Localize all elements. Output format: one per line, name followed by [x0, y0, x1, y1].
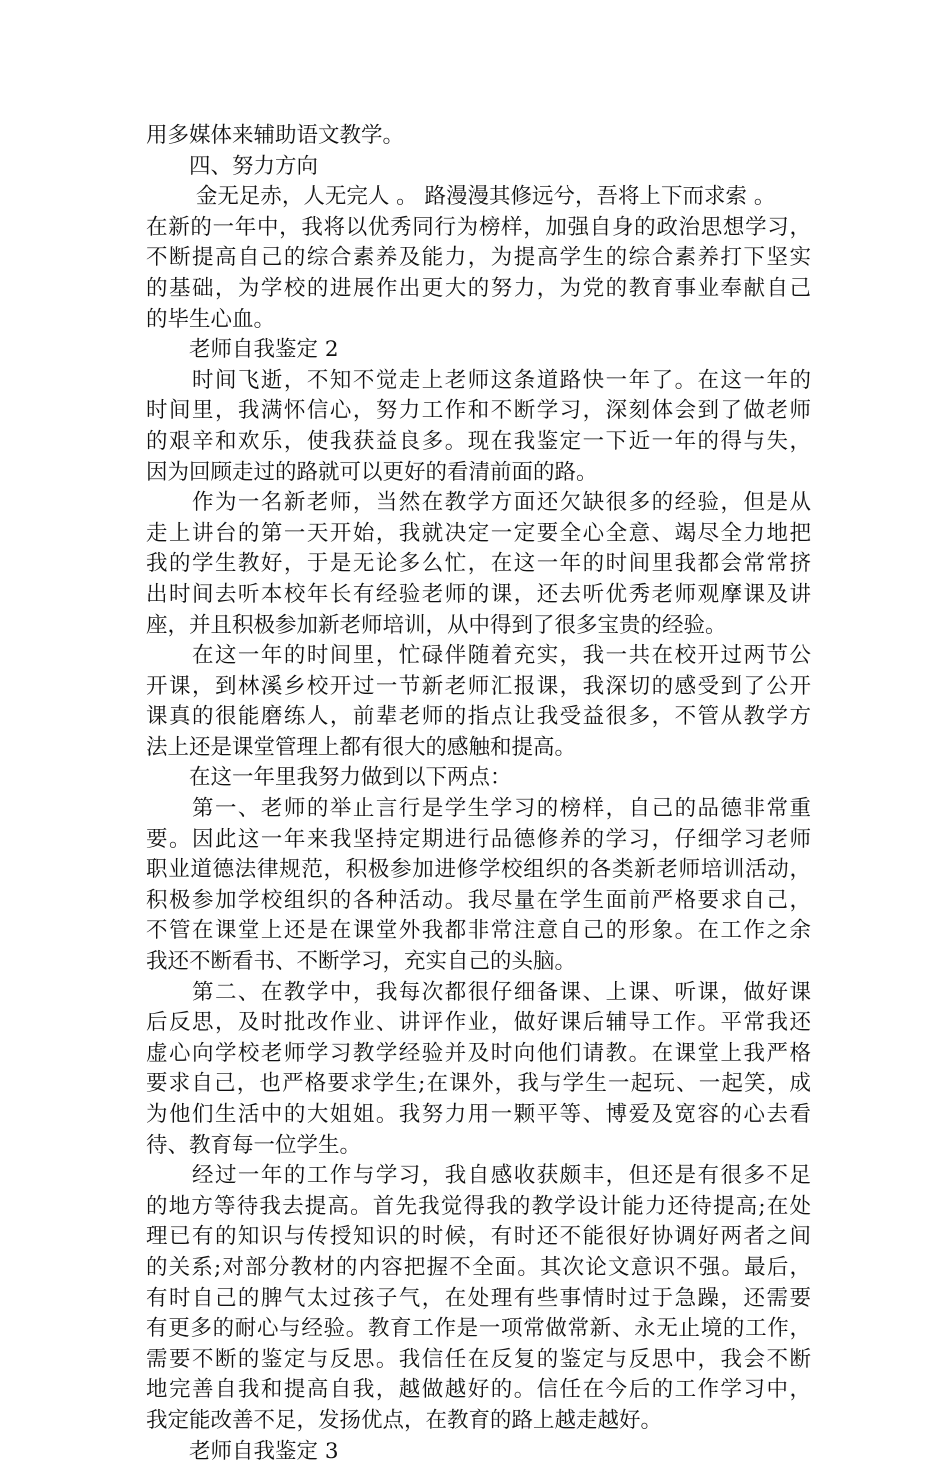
- text-line: 为他们生活中的大姐姐。我努力用一颗平等、博爱及宽容的心去看: [146, 1102, 811, 1127]
- text-line: 在新的一年中，我将以优秀同行为榜样，加强自身的政治思想学习，: [146, 214, 811, 240]
- text-line: 理已有的知识与传授知识的时候，有时还不能很好协调好两者之间: [146, 1224, 811, 1250]
- section-heading: 老师自我鉴定 3: [146, 1438, 339, 1464]
- text-line: 走上讲台的第一天开始，我就决定一定要全心全意、竭尽全力地把: [146, 520, 811, 546]
- text-line: 第二、在教学中，我每次都很仔细备课、上课、听课，做好课: [146, 979, 811, 1005]
- document-body: [146, 121, 811, 1467]
- text-line: 不断提高自己的综合素养及能力，为提高学生的综合素养打下坚实: [146, 245, 811, 271]
- text-line: 时间飞逝，不知不觉走上老师这条道路快一年了。在这一年的: [146, 367, 811, 393]
- text-line: 要求自己，也严格要求学生;在课外，我与学生一起玩、一起笑，成: [146, 1071, 811, 1097]
- text-line: 后反思，及时批改作业、讲评作业，做好课后辅导工作。平常我还: [146, 1010, 811, 1036]
- text-line: 金无足赤，人无完人 。 路漫漫其修远兮，吾将上下而求索 。: [146, 184, 776, 210]
- text-line: 作为一名新老师，当然在教学方面还欠缺很多的经验，但是从: [146, 490, 811, 516]
- text-line: 职业道德法律规范，积极参加进修学校组织的各类新老师培训活动，: [146, 857, 811, 883]
- text-line: 法上还是课堂管理上都有很大的感触和提高。: [146, 734, 577, 760]
- text-line: 在这一年的时间里，忙碌伴随着充实，我一共在校开过两节公: [146, 643, 811, 669]
- text-line: 时间里，我满怀信心，努力工作和不断学习，深刻体会到了做老师: [146, 398, 811, 424]
- text-line: 要。因此这一年来我坚持定期进行品德修养的学习，仔细学习老师: [146, 826, 811, 852]
- text-line: 积极参加学校组织的各种活动。我尽量在学生面前严格要求自己，: [146, 887, 811, 913]
- text-line: 有更多的耐心与经验。教育工作是一项常做常新、永无止境的工作，: [146, 1316, 811, 1342]
- text-line: 用多媒体来辅助语文教学。: [146, 123, 405, 148]
- text-line: 出时间去听本校年长有经验老师的课，还去听优秀老师观摩课及讲: [146, 581, 811, 607]
- section-heading: 老师自我鉴定 2: [146, 337, 339, 363]
- text-line: 座，并且积极参加新老师培训，从中得到了很多宝贵的经验。: [146, 612, 727, 638]
- text-line: 我的学生教好，于是无论多么忙，在这一年的时间里我都会常常挤: [146, 551, 811, 577]
- text-line: 的基础，为学校的进展作出更大的努力，为党的教育事业奉献自己: [146, 275, 811, 301]
- text-line: 我定能改善不足，发扬优点，在教育的路上越走越好。: [146, 1407, 663, 1433]
- text-line: 需要不断的鉴定与反思。我信任在反复的鉴定与反思中，我会不断: [146, 1346, 811, 1372]
- text-line: 我还不断看书、不断学习，充实自己的头脑。: [146, 949, 577, 975]
- text-line: 第一、老师的举止言行是学生学习的榜样，自己的品德非常重: [146, 796, 811, 822]
- text-line: 开课，到林溪乡校开过一节新老师汇报课，我深切的感受到了公开: [146, 673, 811, 699]
- text-line: 的毕生心血。: [146, 306, 276, 332]
- section-heading: 四、努力方向: [146, 153, 319, 179]
- text-line: 的关系;对部分教材的内容把握不全面。其次论文意识不强。最后，: [146, 1254, 811, 1280]
- text-line: 地完善自我和提高自我，越做越好的。信任在今后的工作学习中，: [146, 1377, 811, 1403]
- text-line: 的地方等待我去提高。首先我觉得我的教学设计能力还待提高;在处: [146, 1193, 811, 1219]
- text-line: 不管在课堂上还是在课堂外我都非常注意自己的形象。在工作之余: [146, 918, 811, 944]
- text-line: 的艰辛和欢乐，使我获益良多。现在我鉴定一下近一年的得与失，: [146, 428, 811, 454]
- text-line: 虚心向学校老师学习教学经验并及时向他们请教。在课堂上我严格: [146, 1040, 811, 1066]
- text-line: 因为回顾走过的路就可以更好的看清前面的路。: [146, 459, 598, 485]
- text-line: 待、教育每一位学生。: [146, 1132, 362, 1158]
- text-line: 课真的很能磨练人，前辈老师的指点让我受益很多，不管从教学方: [146, 704, 811, 730]
- text-line: 有时自己的脾气太过孩子气，在处理有些事情时过于急躁，还需要: [146, 1285, 811, 1311]
- text-line: 在这一年里我努力做到以下两点：: [146, 765, 512, 791]
- text-line: 经过一年的工作与学习，我自感收获颇丰，但还是有很多不足: [146, 1163, 811, 1189]
